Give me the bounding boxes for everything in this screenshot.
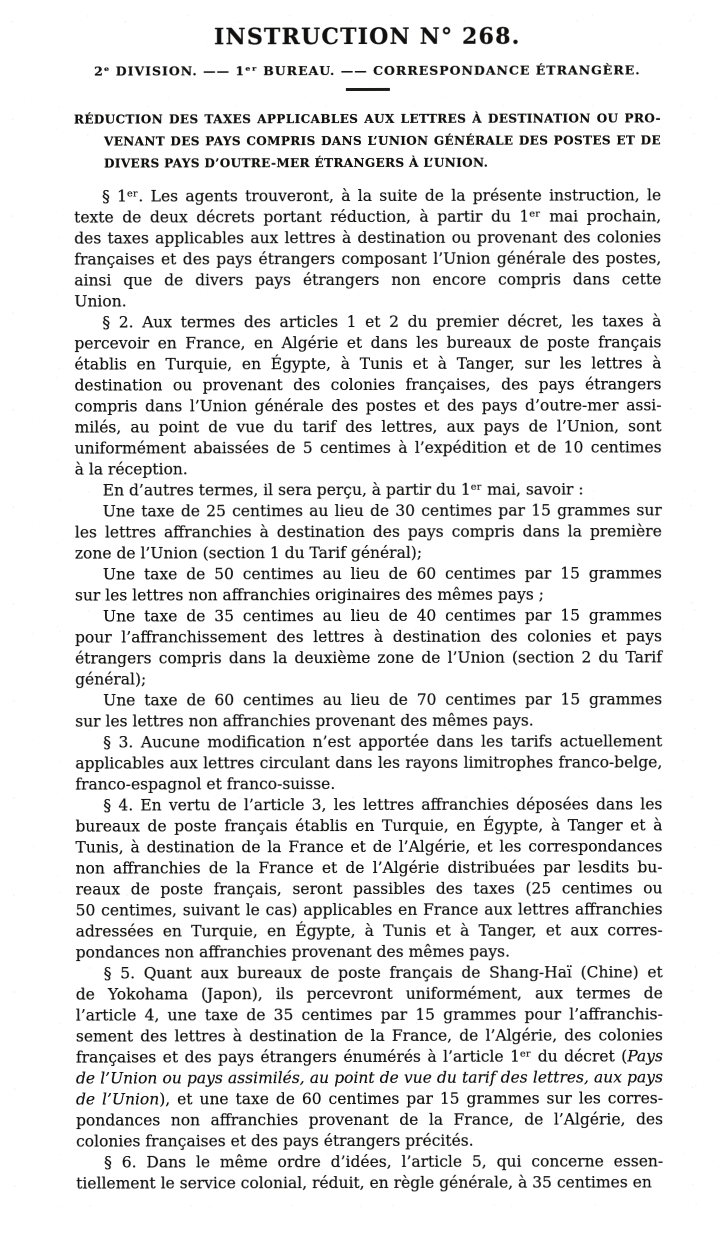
text-line bbox=[74, 332, 661, 354]
paragraph bbox=[75, 731, 662, 795]
text-line bbox=[75, 731, 662, 753]
text-segment: uniformément abaissées de 5 centimes à l’expédition et de 10 centimes bbox=[74, 438, 662, 458]
text-segment: Tunis, à destination de la France et de l’Algérie, et les correspondances bbox=[75, 837, 663, 857]
text-segment: l’article 4, une taxe de 35 centimes par 15 grammes pour l’affranchis- bbox=[75, 1005, 663, 1025]
text-line bbox=[76, 1172, 663, 1194]
text-segment: § 2. Aux termes des articles 1 et 2 du premier décret, les taxes à bbox=[102, 312, 662, 332]
text-segment: ainsi que de divers pays étrangers non encore compris dans cette bbox=[74, 270, 662, 290]
text-segment: pour l’affranchissement des lettres à destination des colonies et pays bbox=[75, 627, 663, 647]
text-line bbox=[76, 1151, 663, 1173]
text-segment: étrangers compris dans la deuxième zone de l’Union (section 2 du Tarif bbox=[75, 648, 663, 668]
text-line bbox=[75, 542, 662, 564]
text-segment: § 6. Dans le même ordre d’idées, l’article 5, qui concerne essen- bbox=[104, 1152, 664, 1172]
paragraph bbox=[74, 311, 661, 480]
text-line bbox=[76, 941, 663, 963]
text-segment: reaux de poste français, seront passibles des taxes (25 centimes ou bbox=[75, 879, 663, 899]
text-line bbox=[76, 983, 663, 1005]
text-segment: général); bbox=[75, 670, 147, 689]
paragraph bbox=[75, 794, 662, 963]
text-segment: établis en Turquie, en Égypte, à Tunis et à Tanger, sur les lettres à bbox=[74, 354, 662, 374]
paragraph bbox=[75, 563, 662, 606]
italic-text: Pays bbox=[627, 1047, 663, 1066]
text-line bbox=[75, 437, 662, 459]
paragraph bbox=[75, 500, 662, 564]
text-line bbox=[75, 668, 662, 690]
text-line bbox=[76, 1025, 663, 1047]
document-title: INSTRUCTION N° 268. bbox=[214, 23, 521, 51]
text-line bbox=[75, 416, 662, 438]
paragraph bbox=[76, 1151, 663, 1194]
text-line bbox=[75, 458, 662, 480]
text-line bbox=[75, 500, 662, 522]
text-segment: Une taxe de 25 centimes au lieu de 30 centimes par 15 grammes sur bbox=[102, 501, 662, 521]
text-segment: à la réception. bbox=[74, 460, 188, 479]
text-segment: ), et une taxe de 60 centimes par 15 grammes sur les corres- bbox=[159, 1089, 664, 1109]
text-segment: Une taxe de 50 centimes au lieu de 60 centimes par 15 grammes bbox=[102, 564, 662, 584]
text-segment: Une taxe de 35 centimes au lieu de 40 centimes par 15 grammes bbox=[102, 606, 663, 626]
text-line bbox=[74, 185, 661, 207]
text-line bbox=[76, 1046, 663, 1068]
text-segment: sur les lettres non affranchies originaires des mêmes pays ; bbox=[74, 585, 544, 605]
text-segment: non affranchies de la France et de l’Algérie distribuées par lesdits bu- bbox=[75, 858, 663, 878]
text-line bbox=[76, 878, 663, 900]
text-line bbox=[74, 227, 661, 249]
text-line bbox=[76, 1088, 663, 1110]
text-line bbox=[76, 1109, 663, 1131]
text-segment: Une taxe de 60 centimes au lieu de 70 centimes par 15 grammes bbox=[103, 690, 663, 710]
heading-line: RÉDUCTION DES TAXES APPLICABLES AUX LETTRES À DESTINATION OU PRO- bbox=[73, 111, 661, 127]
text-segment: pondances non affranchies provenant des mêmes pays. bbox=[75, 942, 510, 962]
text-segment: les lettres affranchies à destination des pays compris dans la première bbox=[74, 522, 662, 542]
text-segment: En d’autres termes, il sera perçu, à partir du 1ᵉʳ mai, savoir : bbox=[102, 480, 584, 500]
text-segment: § 5. Quant aux bureaux de poste français de Shang-Haï (Chine) et bbox=[103, 963, 663, 983]
text-segment: tiellement le service colonial, réduit, en règle générale, à 35 centimes en bbox=[76, 1173, 652, 1193]
document-heading bbox=[74, 107, 661, 174]
text-segment: § 4. En vertu de l’article 3, les lettres affranchies déposées dans les bbox=[103, 795, 663, 815]
text-segment: bureaux de poste français établis en Turquie, en Égypte, à Tanger et à bbox=[75, 816, 663, 836]
text-line bbox=[75, 794, 662, 816]
text-line bbox=[75, 563, 662, 585]
heading-line: DIVERS PAYS D’OUTRE-MER ÉTRANGERS À L’UNION. bbox=[104, 155, 489, 171]
text-segment: françaises et des pays étrangers énumérés à l’article 1ᵉʳ du décret ( bbox=[75, 1047, 628, 1067]
text-line bbox=[76, 1004, 663, 1026]
text-line bbox=[75, 479, 662, 501]
text-segment: pondances non affranchies provenant de la France, de l’Algérie, des bbox=[76, 1110, 664, 1130]
text-segment: applicables aux lettres circulant dans les rayons limitrophes franco-belge, bbox=[75, 753, 663, 773]
text-segment: 50 centimes, suivant le cas) applicables en France aux lettres affranchies bbox=[75, 900, 663, 920]
text-line bbox=[76, 920, 663, 942]
text-line bbox=[75, 710, 662, 732]
text-segment: des taxes applicables aux lettres à destination ou provenant des colonies bbox=[74, 228, 662, 248]
text-segment: destination ou provenant des colonies françaises, des pays étrangers bbox=[74, 375, 662, 395]
paragraph bbox=[74, 185, 661, 312]
text-line bbox=[75, 836, 662, 858]
paragraph bbox=[75, 479, 662, 501]
text-segment: § 3. Aucune modification n’est apportée dans les tarifs actuellement bbox=[103, 732, 663, 752]
text-line bbox=[74, 248, 661, 270]
text-line bbox=[74, 269, 661, 291]
paragraph bbox=[75, 605, 662, 690]
document-body bbox=[74, 185, 663, 1194]
text-segment: percevoir en France, en Algérie et dans les bureaux de poste français bbox=[74, 333, 662, 353]
text-line bbox=[75, 689, 662, 711]
text-segment: zone de l’Union (section 1 du Tarif général); bbox=[74, 543, 423, 563]
text-line bbox=[74, 206, 661, 228]
text-segment: Union. bbox=[74, 292, 127, 311]
text-segment: milés, au point de vue du tarif des lettres, aux pays de l’Union, sont bbox=[74, 417, 662, 437]
paragraph bbox=[75, 689, 662, 732]
text-segment: compris dans l’Union générale des postes et des pays d’outre-mer assi- bbox=[74, 396, 662, 416]
italic-text: de l’Union bbox=[75, 1090, 160, 1109]
text-line bbox=[76, 857, 663, 879]
heading-line: VENANT DES PAYS COMPRIS DANS L’UNION GÉNÉRALE DES POSTES ET DE bbox=[103, 133, 662, 149]
text-line bbox=[74, 290, 661, 312]
text-line bbox=[76, 899, 663, 921]
text-line bbox=[75, 584, 662, 606]
divider-rule bbox=[345, 88, 389, 91]
text-line bbox=[75, 605, 662, 627]
document-subtitle: 2ᵉ DIVISION. —— 1ᵉʳ BUREAU. —— CORRESPONDANCE ÉTRANGÈRE. bbox=[94, 62, 641, 79]
text-segment: § 1ᵉʳ. Les agents trouveront, à la suite de la présente instruction, le bbox=[102, 186, 662, 206]
text-line bbox=[75, 626, 662, 648]
text-segment: de Yokohama (Japon), ils percevront uniformément, aux termes de bbox=[75, 984, 663, 1004]
text-line bbox=[74, 374, 661, 396]
text-segment: françaises et des pays étrangers composant l’Union générale des postes, bbox=[74, 249, 662, 269]
text-line bbox=[74, 353, 661, 375]
text-segment: sur les lettres non affranchies provenant des mêmes pays. bbox=[75, 711, 534, 731]
text-line bbox=[75, 647, 662, 669]
text-line bbox=[76, 962, 663, 984]
text-line bbox=[76, 1067, 663, 1089]
text-segment: texte de deux décrets portant réduction, à partir du 1ᵉʳ mai prochain, bbox=[74, 207, 662, 227]
text-segment: sement des lettres à destination de la France, de l’Algérie, des colonies bbox=[75, 1026, 663, 1046]
text-line bbox=[75, 815, 662, 837]
text-line bbox=[75, 395, 662, 417]
paragraph bbox=[76, 962, 663, 1152]
text-line bbox=[74, 311, 661, 333]
text-segment: colonies françaises et des pays étrangers précités. bbox=[76, 1131, 474, 1151]
text-line bbox=[75, 752, 662, 774]
text-line bbox=[75, 521, 662, 543]
italic-text: de l’Union ou pays assimilés, au point de vue du tarif des lettres, aux pays bbox=[75, 1068, 663, 1088]
text-line bbox=[75, 773, 662, 795]
text-segment: franco-espagnol et franco-suisse. bbox=[75, 775, 336, 794]
text-line bbox=[76, 1130, 663, 1152]
text-segment: adressées en Turquie, en Égypte, à Tunis et à Tanger, et aux corres- bbox=[75, 921, 663, 941]
